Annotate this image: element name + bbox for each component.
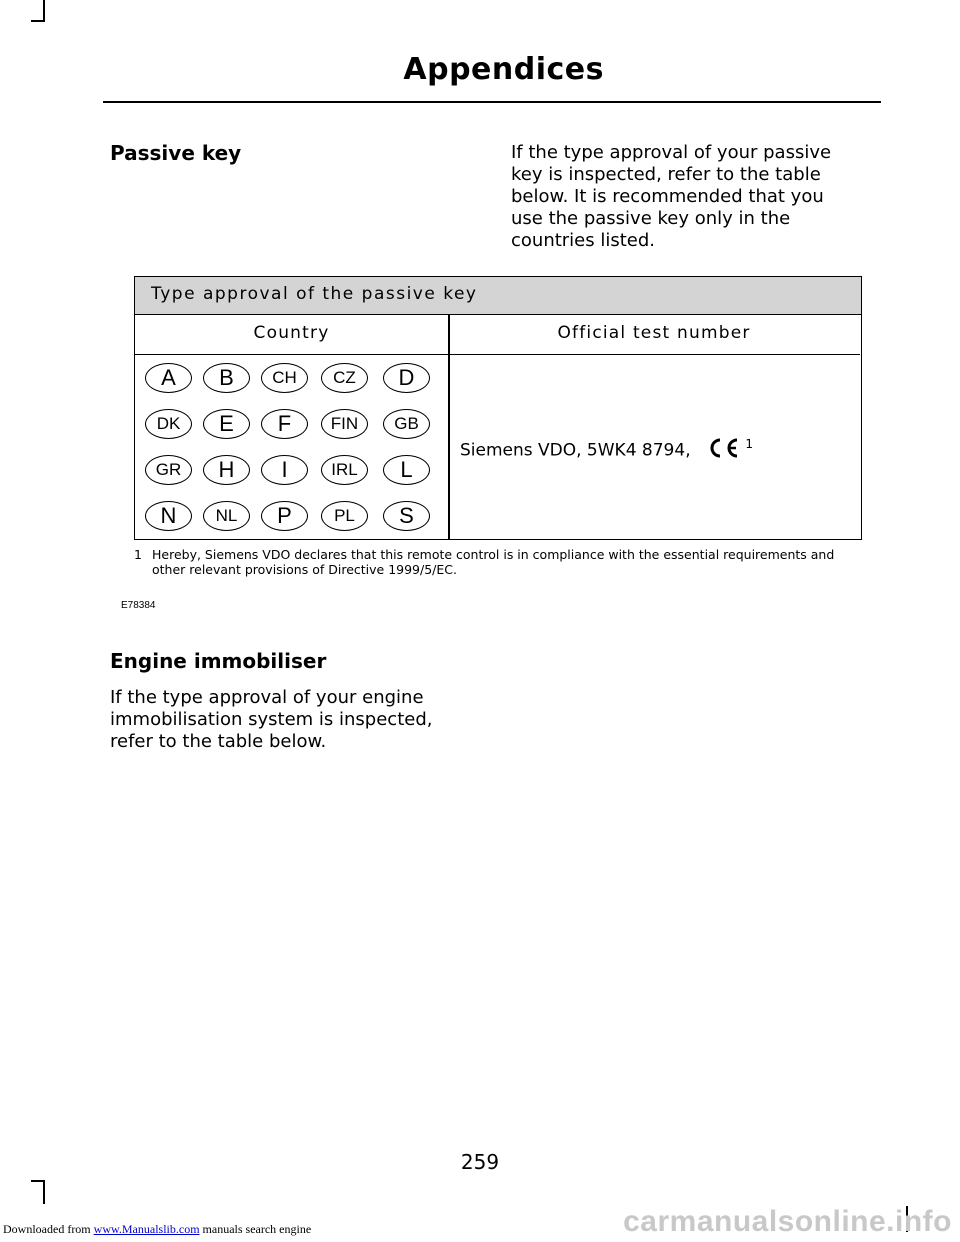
paragraph-line: If the type approval of your passive <box>511 142 832 163</box>
footnote-text: Hereby, Siemens VDO declares that this remote control is in compliance with the essential requirements and other relevant provisions of Directive 1999/5/EC. <box>152 547 835 577</box>
passive-key-paragraph <box>511 142 831 252</box>
country-plate: B <box>203 363 250 393</box>
download-bar <box>3 1222 311 1237</box>
crop-mark-top-left-v <box>43 0 45 22</box>
ce-mark-svg <box>706 437 740 459</box>
table-column-divider <box>448 315 450 539</box>
watermark: carmanualsonline.info <box>623 1205 952 1238</box>
country-plate: S <box>383 501 430 531</box>
country-plate: D <box>383 363 430 393</box>
paragraph-line: countries listed. <box>511 230 656 251</box>
footnote-marker: 1 <box>745 437 754 451</box>
plate-row <box>145 501 441 547</box>
paragraph-line: use the passive key only in the <box>511 208 791 229</box>
plate-row <box>145 409 441 455</box>
country-plate: NL <box>203 501 250 531</box>
column-header-official-test-number: Official test number <box>448 315 860 355</box>
download-prefix: Downloaded from <box>3 1222 91 1236</box>
country-plate: E <box>203 409 250 439</box>
country-plate: P <box>261 501 308 531</box>
ce-mark-icon <box>706 437 753 464</box>
crop-mark-bottom-left-h <box>31 1180 45 1182</box>
table-footnote <box>134 547 864 577</box>
country-plate: F <box>261 409 308 439</box>
engine-immobiliser-paragraph <box>110 687 432 753</box>
figure-code: E78384 <box>121 600 156 611</box>
manualslib-link[interactable]: www.Manualslib.com <box>93 1222 200 1236</box>
crop-mark-bottom-left-v <box>43 1180 45 1204</box>
country-plate: GB <box>383 409 430 439</box>
country-plate: DK <box>145 409 192 439</box>
page-title: Appendices <box>403 52 604 87</box>
test-number-text: Siemens VDO, 5WK4 8794, <box>460 440 691 461</box>
country-plate: CH <box>261 363 308 393</box>
paragraph-line: immobilisation system is inspected, <box>110 709 433 730</box>
table-caption: Type approval of the passive key <box>135 277 861 315</box>
paragraph-line: refer to the table below. <box>110 731 327 752</box>
paragraph-line: below. It is recommended that you <box>511 186 824 207</box>
download-suffix: manuals search engine <box>202 1222 312 1236</box>
country-plate: A <box>145 363 192 393</box>
passive-key-heading: Passive key <box>110 141 242 165</box>
country-plate: H <box>203 455 250 485</box>
country-plate: FIN <box>321 409 368 439</box>
footnote-number: 1 <box>134 547 142 562</box>
country-plate: GR <box>145 455 192 485</box>
paragraph-line: key is inspected, refer to the table <box>511 164 821 185</box>
country-plate: I <box>261 455 308 485</box>
paragraph-line: If the type approval of your engine <box>110 687 424 708</box>
official-test-number-cell <box>460 437 753 464</box>
plate-row <box>145 363 441 409</box>
engine-immobiliser-heading: Engine immobiliser <box>110 649 327 673</box>
country-plate: CZ <box>321 363 368 393</box>
country-plate: PL <box>321 501 368 531</box>
country-plate: L <box>383 455 430 485</box>
country-plate: IRL <box>321 455 368 485</box>
type-approval-table <box>134 276 862 540</box>
crop-mark-top-left-h <box>31 20 45 22</box>
column-header-country: Country <box>135 315 448 355</box>
title-rule <box>103 101 881 103</box>
country-plates <box>145 363 441 547</box>
plate-row <box>145 455 441 501</box>
country-plate: N <box>145 501 192 531</box>
page-number: 259 <box>460 1150 500 1174</box>
